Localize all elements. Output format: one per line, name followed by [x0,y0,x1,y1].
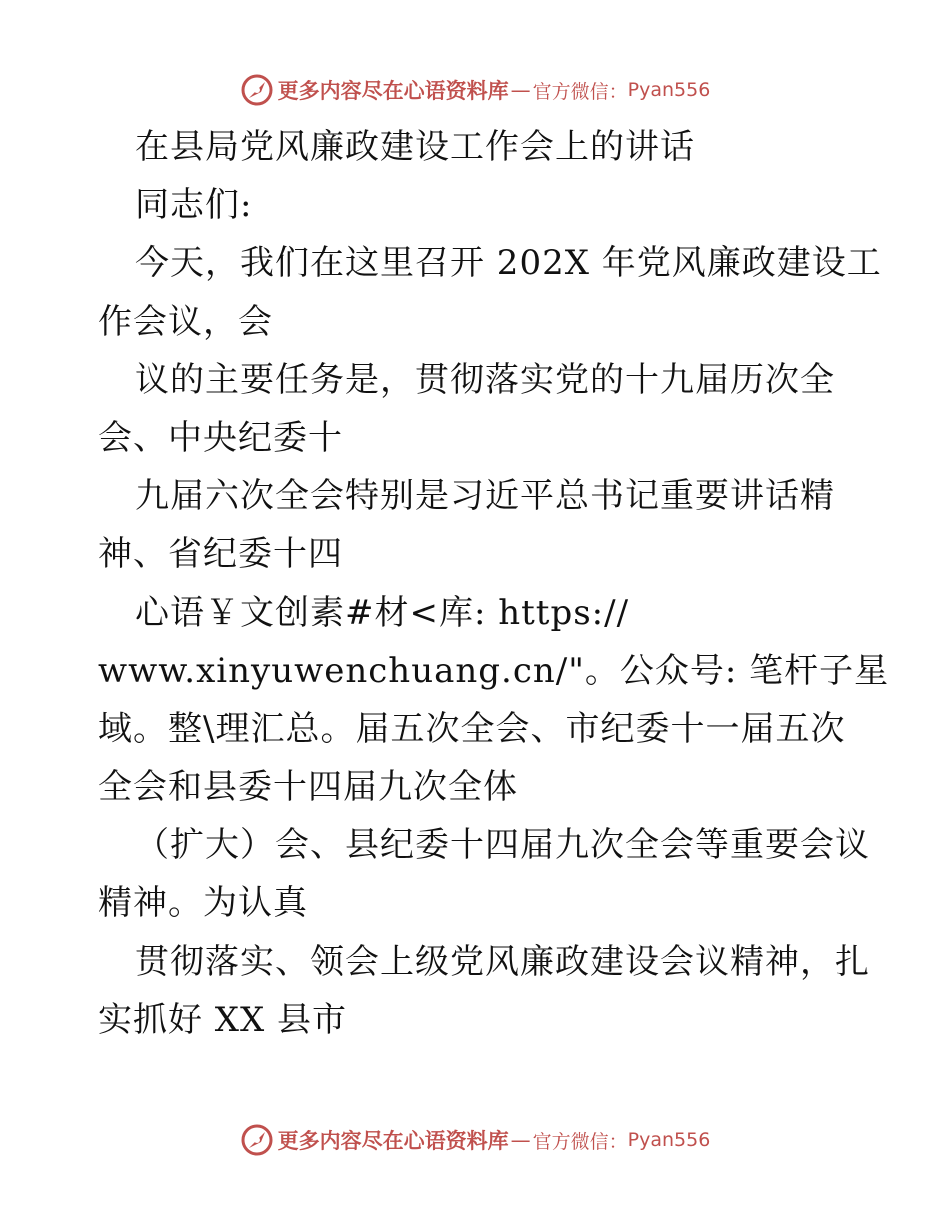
paragraph-line: 神、省纪委十四 [98,534,343,575]
paragraph-line: 贯彻落实、领会上级党风廉政建设会议精神，扎 [135,941,870,982]
header-banner [0,70,950,110]
document-title: 在县局党风廉政建设工作会上的讲话 [135,127,695,167]
banner-wechat-id: Pyan556 [627,79,711,101]
banner-wechat-label: 官方微信： [532,1130,628,1153]
banner-separator: — [510,1128,531,1152]
banner-main-text: 更多内容尽在心语资料库 [277,1129,509,1153]
paragraph-line: 九届六次全会特别是习近平总书记重要讲话精 [135,476,835,517]
footer-banner [0,1120,950,1160]
quill-logo-icon [240,1123,274,1157]
paragraph-line: www.xinyuwenchuang.cn/"。公众号: 笔杆子星 [98,650,890,691]
banner-wechat-label: 官方微信： [532,80,628,103]
paragraph-line: （扩大）会、县纪委十四届九次全会等重要会议 [135,825,870,866]
paragraph-line: 会、中央纪委十 [98,417,343,458]
banner-separator: — [510,78,531,102]
paragraph-line: 议的主要任务是，贯彻落实党的十九届历次全 [135,359,835,400]
paragraph-line: 精神。为认真 [98,883,308,924]
quill-logo-icon [240,73,274,107]
banner-main-text: 更多内容尽在心语资料库 [277,79,509,103]
paragraph-line: 全会和县委十四届九次全体 [98,767,518,808]
paragraph-line: 作会议，会 [98,301,273,342]
paragraph-line: 今天，我们在这里召开 202X 年党风廉政建设工 [135,243,882,284]
salutation: 同志们: [135,185,253,226]
paragraph-line: 心语￥文创素#材<库: https:// [135,592,630,633]
banner-wechat-id: Pyan556 [627,1129,711,1151]
paragraph-line: 实抓好 XX 县市 [98,999,348,1040]
document-body [98,118,890,1049]
paragraph-line: 域。整\理汇总。届五次全会、市纪委十一届五次 [98,708,846,749]
